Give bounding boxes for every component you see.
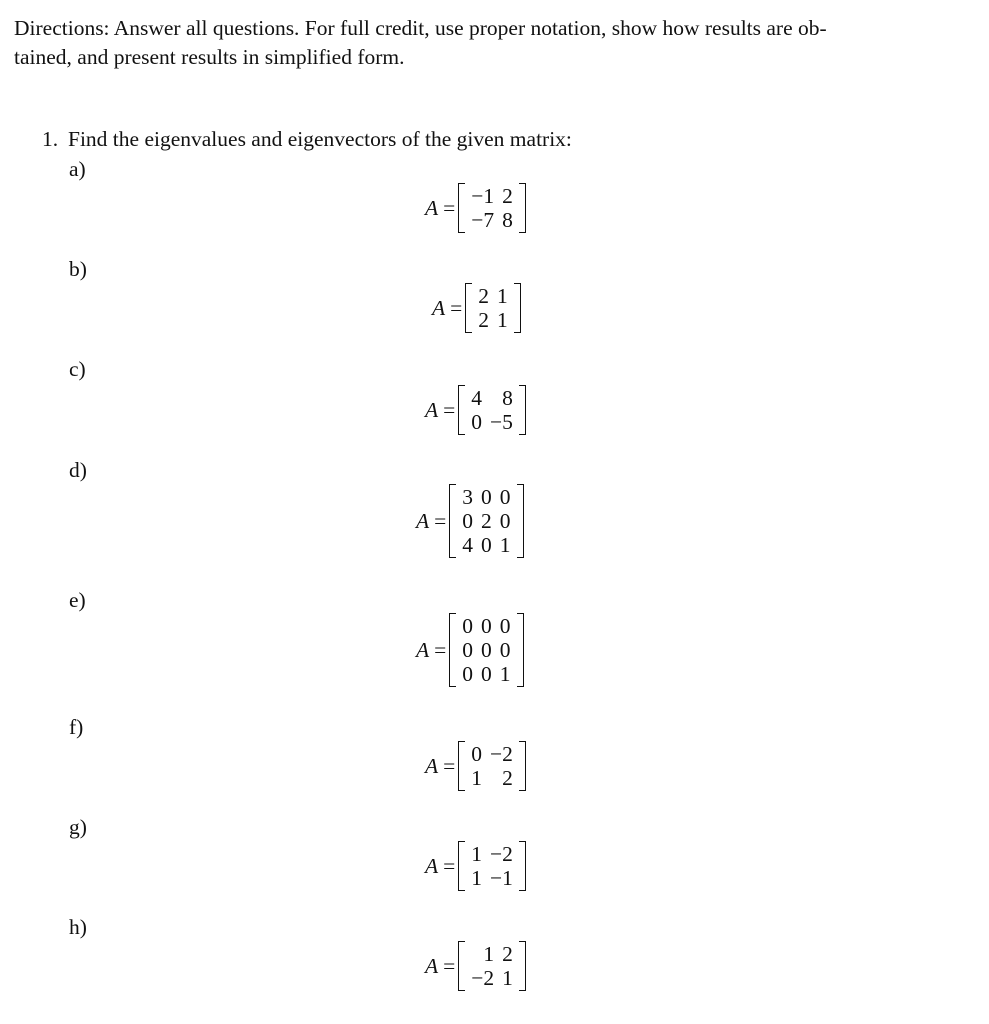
left-bracket xyxy=(458,941,465,991)
directions-line-2: tained, and present results in simplified form. xyxy=(14,45,405,69)
right-bracket xyxy=(517,613,524,687)
matrix-cell: 0 xyxy=(462,662,474,686)
left-bracket xyxy=(458,385,465,435)
matrix-cell: −5 xyxy=(490,410,513,434)
part-label: a) xyxy=(69,157,86,181)
part-label: d) xyxy=(69,458,87,482)
matrix-cell: −7 xyxy=(471,208,495,232)
left-bracket xyxy=(449,484,456,558)
matrix-cell: 2 xyxy=(502,766,513,790)
matrix xyxy=(449,484,523,558)
matrix-name: A xyxy=(425,195,439,220)
right-bracket xyxy=(519,941,526,991)
matrix-cell: −2 xyxy=(471,966,495,990)
matrix-equation xyxy=(425,741,526,791)
matrix-cell: 1 xyxy=(471,766,483,790)
matrix-cell: 8 xyxy=(502,208,513,232)
matrix-cell: 0 xyxy=(481,485,492,509)
matrix-cell: 1 xyxy=(502,966,513,990)
equals-sign: = xyxy=(450,295,463,320)
matrix-cell: 1 xyxy=(497,308,508,332)
matrix-name: A xyxy=(425,397,439,422)
matrix-cell: 1 xyxy=(499,533,511,557)
left-bracket xyxy=(465,283,472,333)
matrix-cell: 0 xyxy=(471,410,483,434)
matrix-cell: 1 xyxy=(483,942,495,966)
matrix-cell: 0 xyxy=(481,662,492,686)
part-label: e) xyxy=(69,588,86,612)
matrix-cell: −1 xyxy=(490,866,513,890)
matrix-cell: −2 xyxy=(490,742,513,766)
left-bracket xyxy=(458,841,465,891)
right-bracket xyxy=(519,385,526,435)
matrix-cell: −1 xyxy=(471,184,495,208)
matrix-cell: 2 xyxy=(502,942,513,966)
question-number: 1. xyxy=(42,127,59,151)
matrix-cell: 1 xyxy=(497,284,508,308)
matrix-cell: 0 xyxy=(499,638,511,662)
matrix-equation xyxy=(416,484,524,558)
matrix-cell: 4 xyxy=(471,386,483,410)
part-label: h) xyxy=(69,915,87,939)
part-label: f) xyxy=(69,715,84,739)
matrix-cell: 0 xyxy=(499,485,511,509)
matrix xyxy=(458,385,526,435)
matrix-cell: 0 xyxy=(499,614,511,638)
equals-sign: = xyxy=(434,637,447,662)
equals-sign: = xyxy=(443,195,456,220)
directions-line-1: Directions: Answer all questions. For full credit, use proper notation, show how results are ob- xyxy=(14,16,827,40)
question-text: Find the eigenvalues and eigenvectors of the given matrix: xyxy=(68,127,572,151)
matrix xyxy=(465,283,521,333)
matrix-equation xyxy=(432,283,521,333)
right-bracket xyxy=(519,183,526,233)
left-bracket xyxy=(458,741,465,791)
matrix-cell: 2 xyxy=(502,184,513,208)
matrix-cell: 0 xyxy=(499,509,511,533)
matrix-cell: 8 xyxy=(502,386,513,410)
matrix xyxy=(458,183,526,233)
part-label: b) xyxy=(69,257,87,281)
part-label: g) xyxy=(69,815,87,839)
equals-sign: = xyxy=(443,953,456,978)
matrix-cell: 3 xyxy=(462,485,474,509)
matrix-cell: 2 xyxy=(478,284,490,308)
matrix-cell: −2 xyxy=(490,842,513,866)
matrix-cell: 1 xyxy=(471,842,483,866)
equals-sign: = xyxy=(443,853,456,878)
matrix-name: A xyxy=(416,508,430,533)
matrix xyxy=(458,741,526,791)
matrix-cell: 4 xyxy=(462,533,474,557)
matrix-equation xyxy=(416,613,524,687)
matrix-name: A xyxy=(425,753,439,778)
question-1 xyxy=(42,125,572,154)
directions-paragraph xyxy=(14,14,934,72)
matrix-name: A xyxy=(432,295,446,320)
matrix-cell: 0 xyxy=(481,533,492,557)
matrix-name: A xyxy=(425,953,439,978)
equals-sign: = xyxy=(434,508,447,533)
matrix-equation xyxy=(425,941,526,991)
matrix-name: A xyxy=(425,853,439,878)
matrix-cell: 0 xyxy=(462,638,474,662)
right-bracket xyxy=(519,741,526,791)
right-bracket xyxy=(517,484,524,558)
left-bracket xyxy=(449,613,456,687)
matrix-cell: 0 xyxy=(481,638,492,662)
matrix-cell: 0 xyxy=(481,614,492,638)
matrix xyxy=(449,613,523,687)
matrix-cell: 1 xyxy=(499,662,511,686)
matrix-equation xyxy=(425,385,526,435)
matrix-cell: 0 xyxy=(462,509,474,533)
matrix xyxy=(458,841,526,891)
part-label: c) xyxy=(69,357,86,381)
matrix-cell: 1 xyxy=(471,866,483,890)
matrix-equation xyxy=(425,841,526,891)
matrix-cell: 0 xyxy=(462,614,474,638)
matrix-cell: 2 xyxy=(478,308,490,332)
matrix-cell: 2 xyxy=(481,509,492,533)
left-bracket xyxy=(458,183,465,233)
equals-sign: = xyxy=(443,753,456,778)
matrix-cell: 0 xyxy=(471,742,483,766)
matrix xyxy=(458,941,526,991)
equals-sign: = xyxy=(443,397,456,422)
matrix-name: A xyxy=(416,637,430,662)
matrix-equation xyxy=(425,183,526,233)
right-bracket xyxy=(519,841,526,891)
right-bracket xyxy=(514,283,521,333)
